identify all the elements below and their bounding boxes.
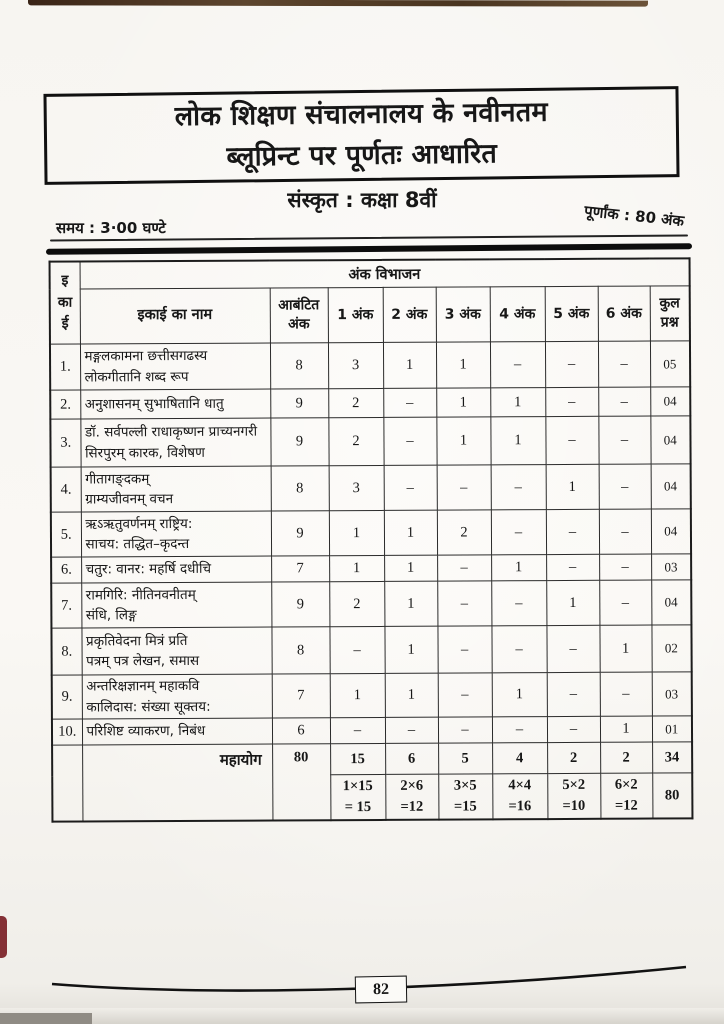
calc-5: 5×2 =10 [547, 773, 600, 819]
divider-thick [46, 243, 692, 254]
marks-6: 1 [599, 625, 651, 672]
table-row [51, 580, 691, 628]
marks-5: – [545, 341, 598, 387]
marks-6: – [599, 464, 651, 509]
marks-6: – [599, 580, 651, 625]
unit-name: चतुर: वानर: महर्षि दधीचि [81, 556, 271, 583]
calc-total-marks: 80 [652, 773, 692, 819]
row-number: 8. [51, 628, 81, 675]
marks-6: – [598, 416, 650, 464]
calc-2: 2×6 =12 [385, 774, 438, 820]
empty-cell [52, 745, 82, 822]
grand-total-label: महायोग [82, 744, 272, 822]
scan-red-mark [0, 916, 7, 958]
total-questions: 04 [651, 580, 691, 625]
total-questions: 04 [651, 509, 691, 554]
unit-name: अन्तरिक्षज्ञानम् महाकवि कालिदास: संख्या सूक्तय: [82, 674, 272, 719]
marks-6: – [598, 341, 650, 387]
marks-1: 1 [330, 673, 385, 717]
allotted-marks: 9 [271, 582, 329, 627]
marks-5: – [545, 387, 598, 416]
total-questions: 01 [652, 716, 692, 742]
row-number: 6. [51, 557, 81, 583]
marks-4: – [491, 510, 546, 555]
marks-4: – [491, 581, 546, 626]
grand-total-5: 2 [547, 742, 600, 773]
calc-1: 1×15 = 15 [330, 774, 385, 820]
allotted-marks: 8 [270, 343, 328, 389]
allotted-marks: 6 [272, 718, 330, 744]
calc-6: 6×2 =12 [600, 773, 652, 819]
total-questions: 04 [651, 464, 691, 509]
marks-6: 1 [600, 716, 652, 742]
total-questions: 03 [651, 554, 691, 580]
marks-2: – [385, 717, 438, 743]
total-questions: 04 [650, 387, 690, 416]
row-number: 2. [50, 390, 80, 419]
table-row [51, 625, 691, 675]
col-header-2-mark: 2 अंक [383, 287, 436, 342]
marks-2: – [383, 388, 436, 417]
col-header-1-mark: 1 अंक [328, 287, 383, 342]
col-header-4-mark: 4 अंक [490, 287, 545, 342]
marks-4: 1 [490, 417, 545, 465]
table-header-row-2 [50, 286, 690, 344]
marks-5: – [547, 672, 600, 716]
main-title-box [43, 86, 679, 185]
page-number: 82 [372, 980, 390, 998]
table-row [50, 341, 690, 390]
page-number-box [355, 976, 407, 1004]
unit-name: डॉ. सर्वपल्ली राधाकृष्णन प्राच्यनगरी सिरपुरम् कारक, विशेषण [80, 418, 270, 467]
calc-3: 3×5 =15 [438, 774, 492, 820]
marks-distribution-table [49, 257, 694, 822]
table-row [51, 464, 691, 512]
scan-edge-bottom-corner [0, 1013, 92, 1024]
unit-name: परिशिष्ट व्याकरण, निबंध [82, 718, 272, 745]
marks-3: – [437, 465, 491, 510]
row-number: 5. [51, 512, 81, 557]
calc-4: 4×4 =16 [492, 774, 547, 820]
col-header-6-mark: 6 अंक [598, 286, 650, 341]
marks-1: 2 [328, 417, 383, 465]
marks-4: – [491, 465, 546, 510]
marks-3: – [437, 581, 491, 626]
col-header-5-mark: 5 अंक [545, 286, 598, 341]
table-row [52, 716, 692, 745]
grand-total-3: 5 [438, 743, 492, 774]
grand-total-row [52, 742, 692, 776]
marks-6: – [600, 672, 652, 716]
scan-edge-top [28, 0, 648, 7]
marks-3: – [437, 626, 491, 673]
marks-3: – [438, 673, 492, 717]
unit-name: मङ्गलकामना छत्तीसगढस्य लोकगीतानि शब्द रूप [80, 343, 270, 390]
blueprint-table-wrapper [49, 257, 694, 822]
marks-4: – [490, 342, 545, 388]
total-questions: 05 [650, 341, 690, 387]
marks-1: 3 [329, 465, 384, 510]
marks-1: 2 [329, 581, 384, 626]
total-questions: 04 [650, 416, 690, 464]
scan-edge-bottom [0, 1008, 724, 1024]
marks-1: 1 [329, 555, 384, 581]
marks-3: 2 [437, 510, 491, 555]
main-title: लोक शिक्षण संचालनालय के नवीनतम ब्लूप्रिन्ट पर पूर्णतः आधारित [174, 96, 548, 173]
marks-5: 1 [546, 580, 599, 625]
row-number: 4. [51, 467, 81, 512]
row-number: 9. [52, 675, 82, 719]
col-header-total-questions: कुल प्रश्न [650, 286, 690, 341]
marks-3: – [438, 717, 492, 743]
marks-1: – [329, 626, 384, 673]
marks-5: 1 [546, 464, 599, 509]
grand-total-allotted: 80 [272, 744, 330, 821]
unit-name: गीतागङ्दकम् ग्राम्यजीवनम् वचन [81, 466, 271, 512]
unit-name: रामगिरि: नीतिनवनीतम् संधि, लिङ्ग [81, 582, 271, 628]
table-row [50, 416, 690, 467]
marks-3: 1 [436, 417, 490, 465]
marks-4: 1 [491, 555, 546, 581]
marks-2: – [383, 417, 436, 465]
table-row [51, 509, 691, 557]
marks-6: – [599, 554, 651, 580]
marks-1: 2 [328, 388, 383, 417]
marks-4: – [491, 626, 546, 673]
marks-3: – [437, 555, 491, 581]
total-questions: 03 [652, 672, 692, 716]
marks-4: 1 [492, 673, 547, 717]
allotted-marks: 8 [271, 627, 329, 674]
grand-total-questions: 34 [652, 742, 692, 773]
table-header-row-1 [50, 258, 690, 289]
marks-2: 1 [384, 510, 437, 555]
marks-1: – [330, 717, 385, 743]
allotted-marks: 7 [272, 674, 330, 718]
subject-class-heading: संस्कृत : कक्षा 8वीं [287, 188, 437, 212]
marks-1: 1 [329, 510, 384, 555]
marks-1: 3 [328, 342, 383, 388]
unit-name: ऋऽऋतुवर्णनम् राष्ट्रिय: साचय: तद्धित–कृदन्त [81, 511, 271, 557]
grand-total-2: 6 [385, 743, 438, 774]
marks-2: 1 [383, 342, 436, 388]
col-header-allotted-marks: आबंटित अंक [270, 288, 328, 343]
row-number: 7. [51, 583, 81, 628]
col-header-unit-name: इकाई का नाम [80, 288, 270, 344]
marks-4: – [492, 717, 547, 743]
allotted-marks: 9 [271, 511, 329, 556]
row-number: 1. [50, 344, 80, 390]
marks-6: – [598, 387, 650, 416]
marks-3: 1 [436, 342, 490, 388]
marks-2: 1 [384, 581, 437, 626]
marks-5: – [546, 554, 599, 580]
row-number: 10. [52, 719, 82, 745]
unit-name: अनुशासनम् सुभाषितानि धातु [80, 389, 270, 419]
grand-total-1: 15 [330, 743, 385, 774]
marks-2: 1 [385, 673, 438, 717]
marks-5: – [547, 716, 600, 742]
time-label: समय : 3·00 घण्टे [56, 219, 166, 237]
marks-5: – [546, 509, 599, 554]
marks-2: 1 [384, 626, 437, 673]
table-row [50, 387, 690, 419]
marks-2: 1 [384, 555, 437, 581]
table-row [51, 554, 691, 583]
row-number: 3. [50, 419, 80, 467]
marks-5: – [545, 416, 598, 464]
col-header-3-mark: 3 अंक [436, 287, 490, 342]
marks-division-header: अंक विभाजन [80, 258, 690, 289]
total-questions: 02 [651, 625, 691, 672]
full-marks-label: पूर्णांक : 80 अंक [583, 201, 685, 231]
marks-5: – [546, 625, 599, 672]
allotted-marks: 9 [270, 418, 328, 466]
table-row [52, 672, 692, 719]
marks-4: 1 [490, 388, 545, 417]
marks-2: – [384, 465, 437, 510]
unit-corner-header: इ का ई [50, 262, 80, 345]
marks-6: – [599, 509, 651, 554]
grand-total-6: 2 [600, 742, 652, 773]
allotted-marks: 8 [271, 466, 329, 511]
unit-name: प्रकृतिवेदना मित्रं प्रति पत्रम् पत्र लेखन, समास [81, 627, 271, 675]
allotted-marks: 9 [270, 389, 328, 418]
allotted-marks: 7 [271, 556, 329, 582]
grand-total-4: 4 [492, 743, 547, 774]
marks-3: 1 [436, 388, 490, 417]
